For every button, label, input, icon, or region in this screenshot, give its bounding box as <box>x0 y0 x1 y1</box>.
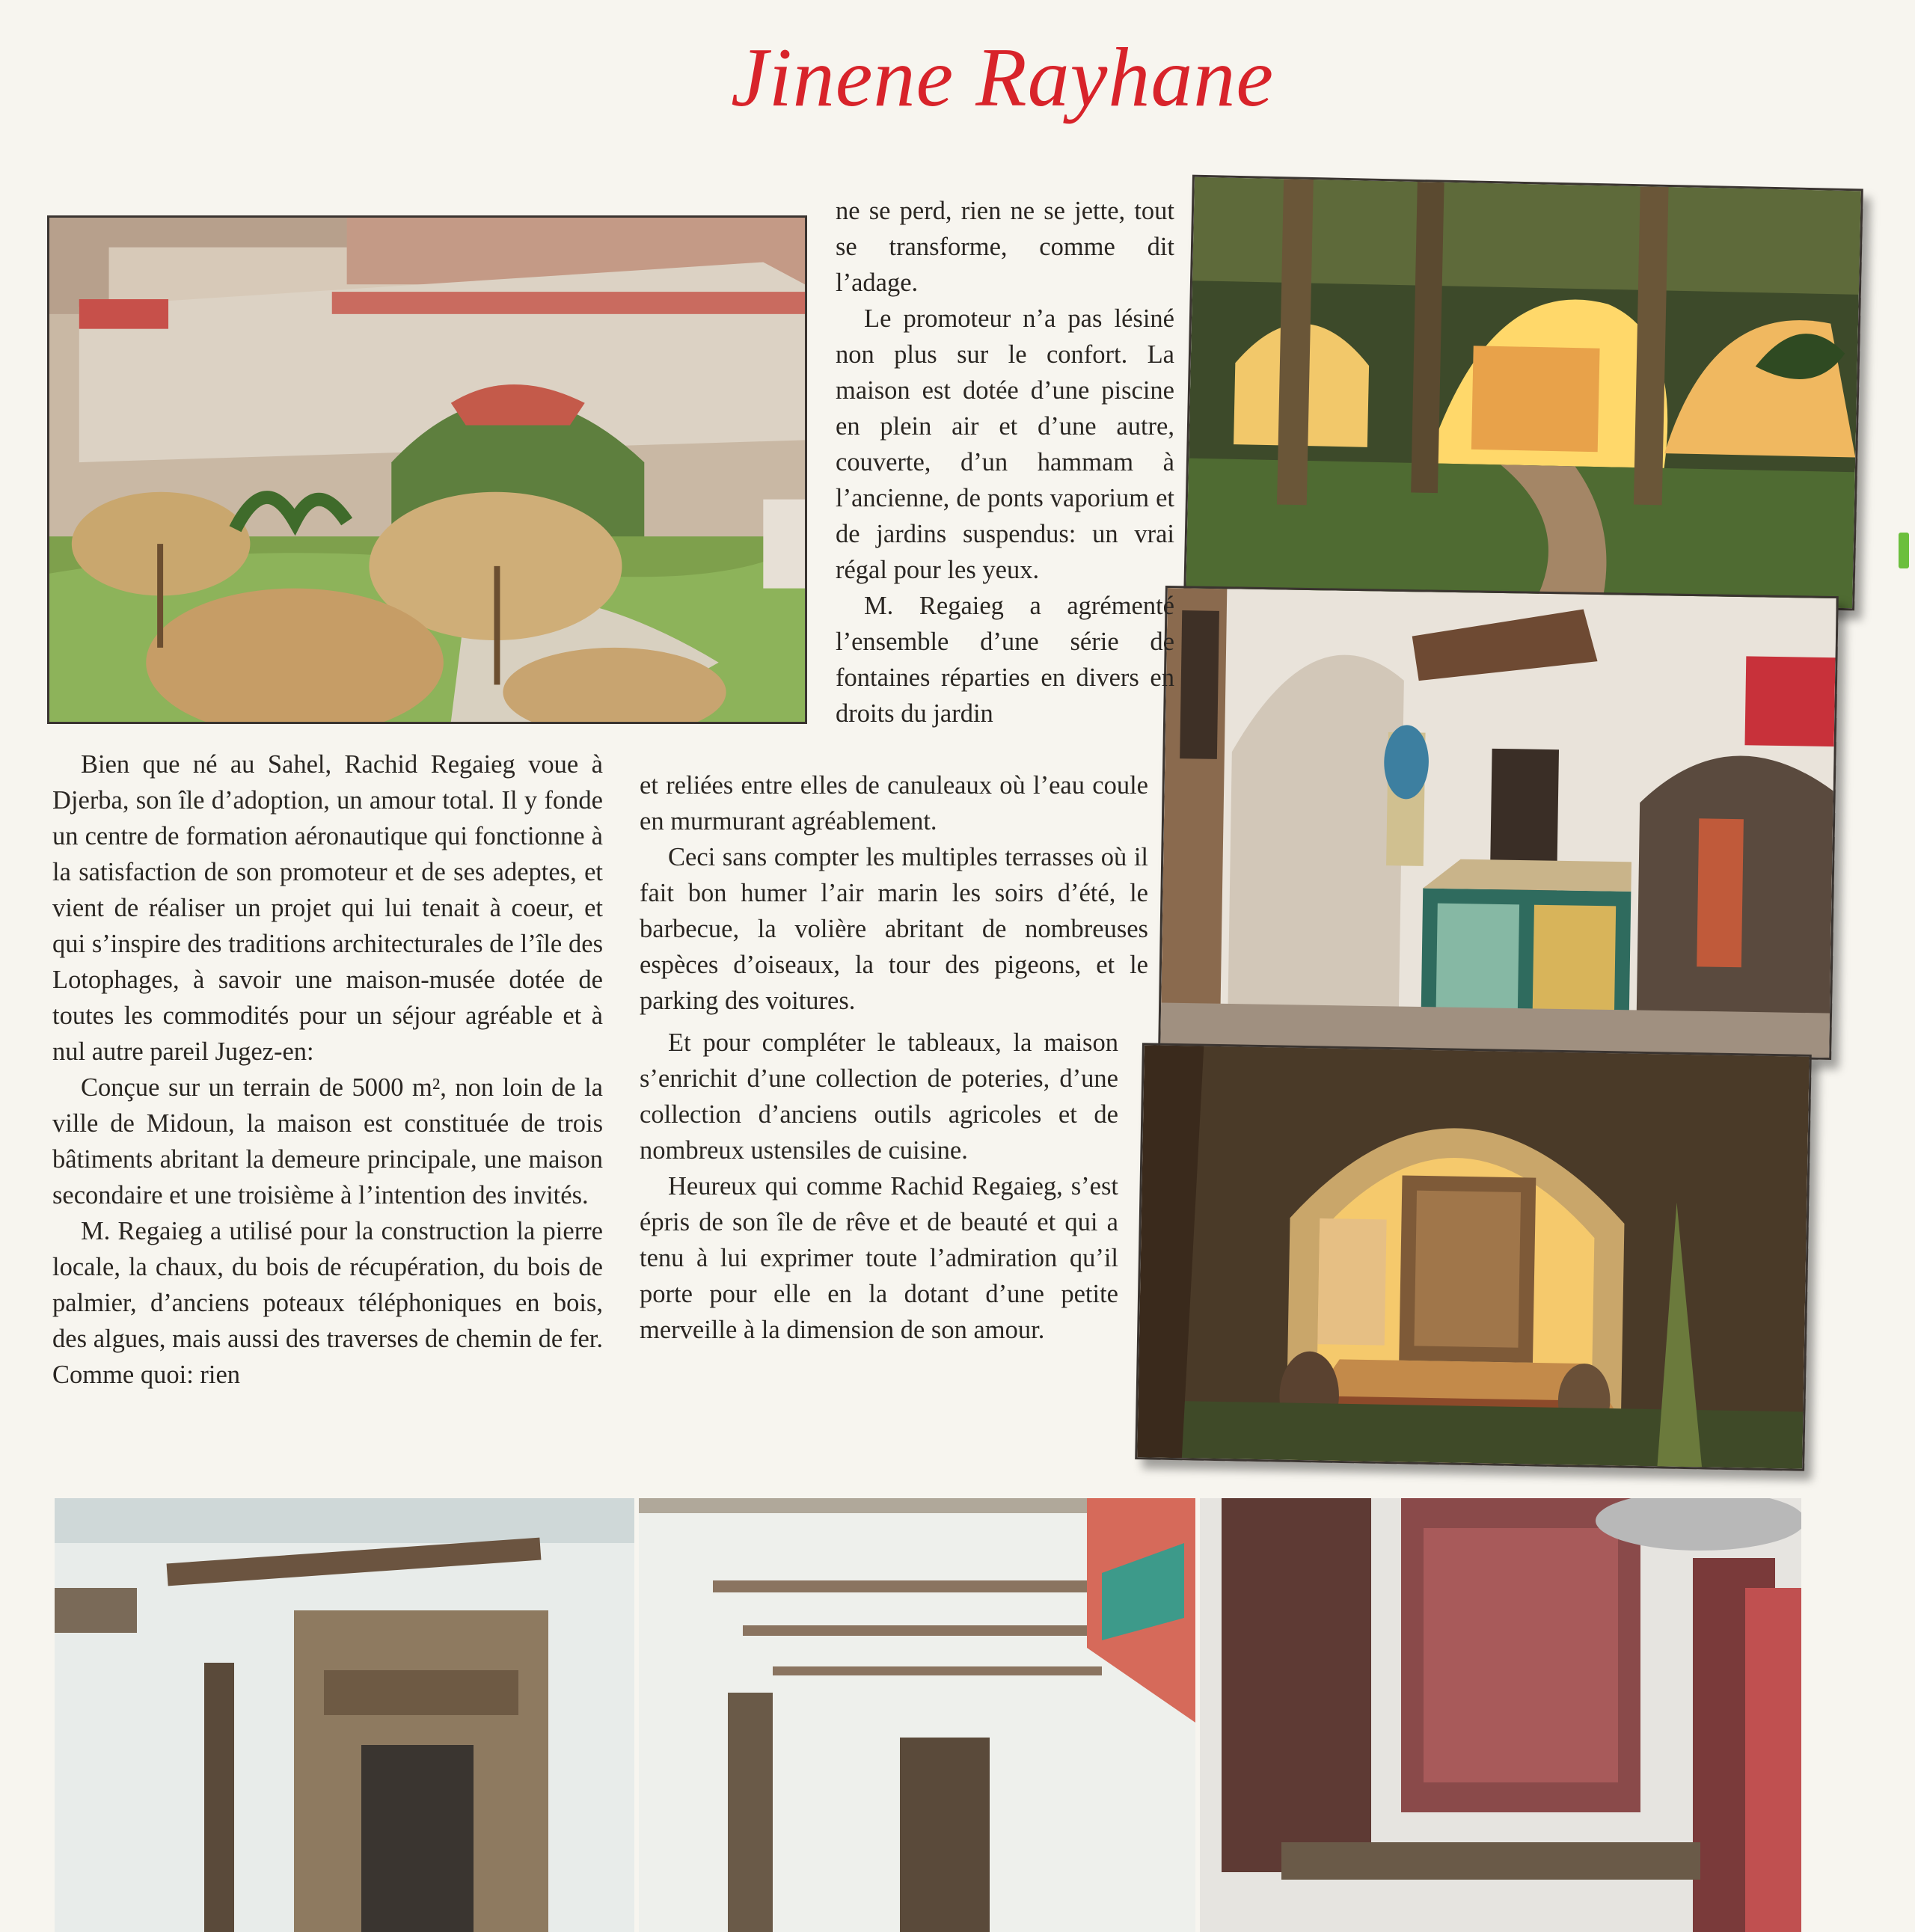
article-column-right-top <box>836 193 1174 732</box>
article-column-right-bottom <box>640 1025 1118 1348</box>
paragraph-confort: Le promoteur n’a pas lésiné non plus sur le confort. La maison est dotée d’une piscine en plein air et d’une autre, couverte, d’un hammam à l’ancienne, de ponts vaporium et de jardins suspendus: un vrai régal pour les yeux. <box>836 304 1174 584</box>
article-column-left <box>52 746 603 1393</box>
paragraph-terrasses: Ceci sans compter les multiples terrasses où il fait bon humer l’air marin les soirs d’été, le barbecue, la volière abritant de nombreuses espèces d’oiseaux, la tour des pigeons, et le parking des voitures. <box>640 843 1148 1015</box>
paragraph-conclusion: Heureux qui comme Rachid Regaieg, s’est épris de son île de rêve et de beauté et qui a tenu à lui exprimer toute l’admiration qu’il porte pour elle en la dotant d’une petite merveille à la dimension de son amour. <box>640 1172 1118 1344</box>
arcade-photo <box>1183 175 1863 611</box>
article-title: Jinene Rayhane <box>730 31 1275 124</box>
garden-photo <box>47 215 807 724</box>
paragraph-collection: Et pour compléter le tableaux, la maison s’enrichit d’une collection de poteries, d’une collection d’anciens outils agricoles et de nombreux ustensiles de cuisine. <box>640 1028 1118 1165</box>
paragraph-terrain: Conçue sur un terrain de 5000 m², non loin de la ville de Midoun, la maison est constituée de trois bâtiments abritant la demeure principale, une maison secondaire et une troisième à l’intention des invités. <box>52 1073 603 1209</box>
paragraph-adage: ne se perd, rien ne se jette, tout se transforme, comme dit l’adage. <box>836 197 1174 297</box>
doorway-photo <box>1135 1043 1812 1471</box>
paragraph-intro: Bien que né au Sahel, Rachid Regaieg voue à Djerba, son île d’adoption, un amour total. Il y fonde un centre de formation aéronautique qui fonctionne à la satisfaction de son promoteur et de ses adeptes, et vient de réaliser un projet qui lui tenait à coeur, et qui s’inspire des traditions architecturales de l’île des Lotophages, à savoir une maison-musée dotée de toutes les commodités pour un séjour agréable et à nul autre pareil Jugez-en: <box>52 750 603 1066</box>
article-column-right-middle <box>640 767 1148 1019</box>
page-edge-tab <box>1899 533 1909 568</box>
chest-photo <box>1158 586 1839 1060</box>
interiors-photo-strip <box>55 1498 1801 1932</box>
paragraph-construction: M. Regaieg a utilisé pour la construction la pierre locale, la chaux, du bois de récupération, du bois de palmier, d’anciens poteaux téléphoniques en bois, des algues, mais aussi des traverses de chemin de fer. Comme quoi: rien <box>52 1217 603 1389</box>
paragraph-fontaines-end: et reliées entre elles de canuleaux où l’eau coule en murmurant agréablement. <box>640 771 1148 835</box>
paragraph-fontaines-start: M. Regaieg a agrémenté l’ensemble d’une série de fontaines réparties en divers en droits du jardin <box>836 592 1174 728</box>
